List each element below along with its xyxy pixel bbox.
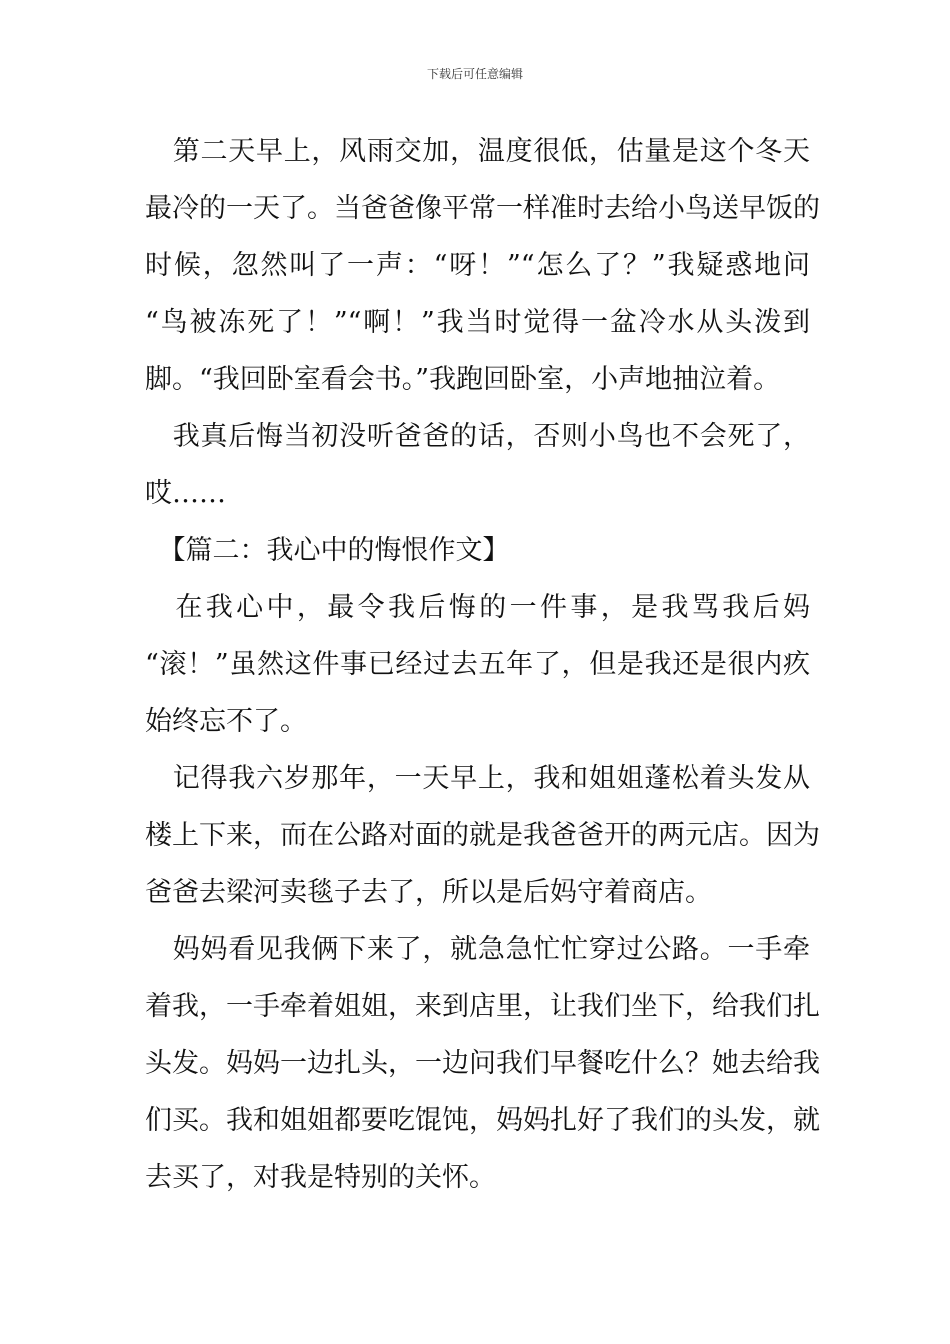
body-line-15: 妈妈看见我俩下来了，就急急忙忙穿过公路。一手牵 — [145, 934, 810, 965]
page-header: 下载后可任意编辑 — [426, 67, 523, 81]
body-line-9: 在我心中，最令我后悔的一件事，是我骂我后妈 — [145, 592, 810, 623]
body-line-13: 楼上下来，而在公路对面的就是我爸爸开的两元店。因为 — [145, 820, 820, 851]
body-line-2: 最冷的一天了。当爸爸像平常一样准时去给小鸟送早饭的 — [145, 193, 820, 224]
body-line-7: 哎…… — [145, 478, 226, 509]
section-heading: 【篇二：我心中的悔恨作文】 — [145, 535, 510, 566]
body-line-11: 始终忘不了。 — [145, 706, 307, 737]
body-line-5: 脚。“我回卧室看会书。”我跑回卧室，小声地抽泣着。 — [145, 364, 781, 395]
body-line-19: 去买了，对我是特别的关怀。 — [145, 1162, 496, 1193]
body-line-16: 着我，一手牵着姐姐，来到店里，让我们坐下，给我们扎 — [145, 991, 820, 1022]
body-line-14: 爸爸去梁河卖毯子去了，所以是后妈守着商店。 — [145, 877, 712, 908]
body-line-4: “鸟被冻死了！”“啊！”我当时觉得一盆冷水从头泼到 — [145, 307, 810, 338]
body-line-3: 时候，忽然叫了一声：“呀！”“怎么了？”我疑惑地问 — [145, 250, 810, 281]
body-line-18: 们买。我和姐姐都要吃馄饨，妈妈扎好了我们的头发，就 — [145, 1105, 820, 1136]
body-line-10: “滚！”虽然这件事已经过去五年了，但是我还是很内疚 — [145, 649, 810, 680]
body-line-1: 第二天早上，风雨交加，温度很低，估量是这个冬天 — [145, 136, 810, 167]
body-line-6: 我真后悔当初没听爸爸的话，否则小鸟也不会死了， — [145, 421, 810, 452]
body-line-17: 头发。妈妈一边扎头，一边问我们早餐吃什么？她去给我 — [145, 1048, 820, 1079]
body-line-12: 记得我六岁那年，一天早上，我和姐姐蓬松着头发从 — [145, 763, 810, 794]
